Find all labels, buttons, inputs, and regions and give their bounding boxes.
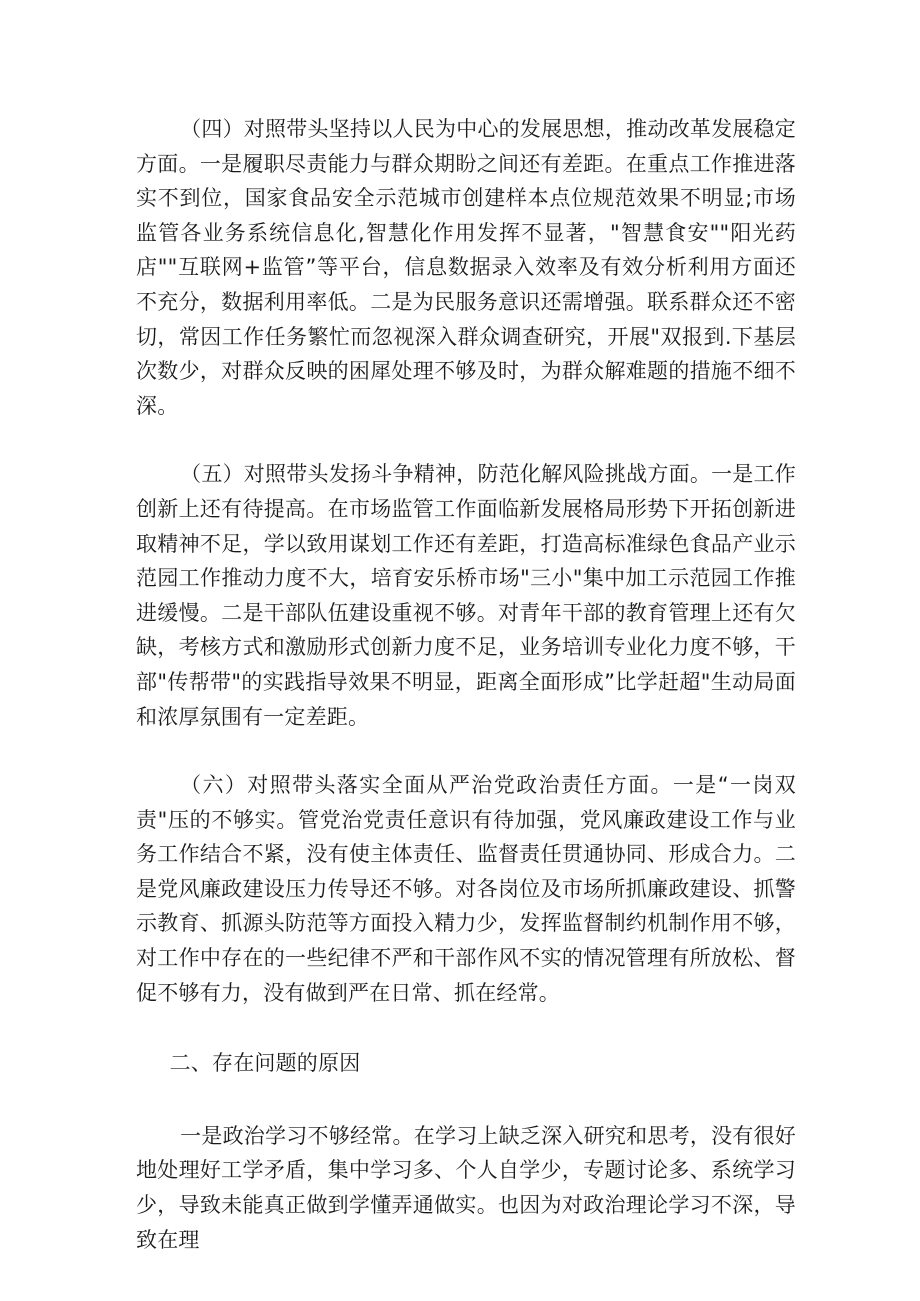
paragraph-section-four: （四）对照带头坚持以人民为中心的发展思想，推动改革发展稳定方面。一是履职尽责能力与群众期盼之间还有差距。在重点工作推进落实不到位，国家食品安全示范城市创建样本点位规范效果不明显;市场监管各业务系统信息化,智慧化作用发挥不显著，"智慧食安""阳光药店""互联网+监管”等平台，信息数据录入效率及有效分析利用方面还不充分，数据利用率低。二是为民服务意识还需增强。联系群众还不密切，常因工作任务繁忙而忽视深入群众调查研究，开展"双报到.下基层次数少，对群众反映的困犀处理不够及时，为群众解难题的措施不细不深。 bbox=[136, 117, 796, 418]
paragraph-cause-one: 一是政治学习不够经常。在学习上缺乏深入研究和思考，没有很好地处理好工学矛盾，集中学习多、个人自学少，专题讨论多、系统学习少，导致未能真正做到学懂弄通做实。也因为对政治理论学习不深，导致在理 bbox=[136, 1123, 796, 1252]
document-body bbox=[136, 112, 796, 1257]
paragraph-section-five: （五）对照带头发扬斗争精神，防范化解风险挑战方面。一是工作创新上还有待提高。在市场监管工作面临新发展格局形势下开拓创新进取精神不足，学以致用谋划工作还有差距，打造高标准绿色食品产业示范园工作推动力度不大，培育安乐桥市场"三小"集中加工示范园工作推进缓慢。二是干部队伍建设重视不够。对青年干部的教育管理上还有欠缺，考核方式和激励形式创新力度不足，业务培训专业化力度不够，干部"传帮带"的实践指导效果不明显，距离全面形成”比学赶超"生动局面和浓厚氛围有一定差距。 bbox=[136, 462, 796, 729]
section-heading-causes: 二、存在问题的原因 bbox=[169, 1051, 361, 1076]
paragraph-section-six: （六）对照带头落实全面从严治党政治责任方面。一是“一岗双责"压的不够实。管党治党责任意识有待加强，党风廉政建设工作与业务工作结合不紧，没有使主体责任、监督责任贯通协同、形成合力。二是党风廉政建设压力传导还不够。对各岗位及市场所抓廉政建设、抓警示教育、抓源头防范等方面投入精力少，发挥监督制约机制作用不够，对工作中存在的一些纪律不严和干部作风不实的情况管理有所放松、督促不够有力，没有做到严在日常、抓在经常。 bbox=[136, 773, 796, 1005]
